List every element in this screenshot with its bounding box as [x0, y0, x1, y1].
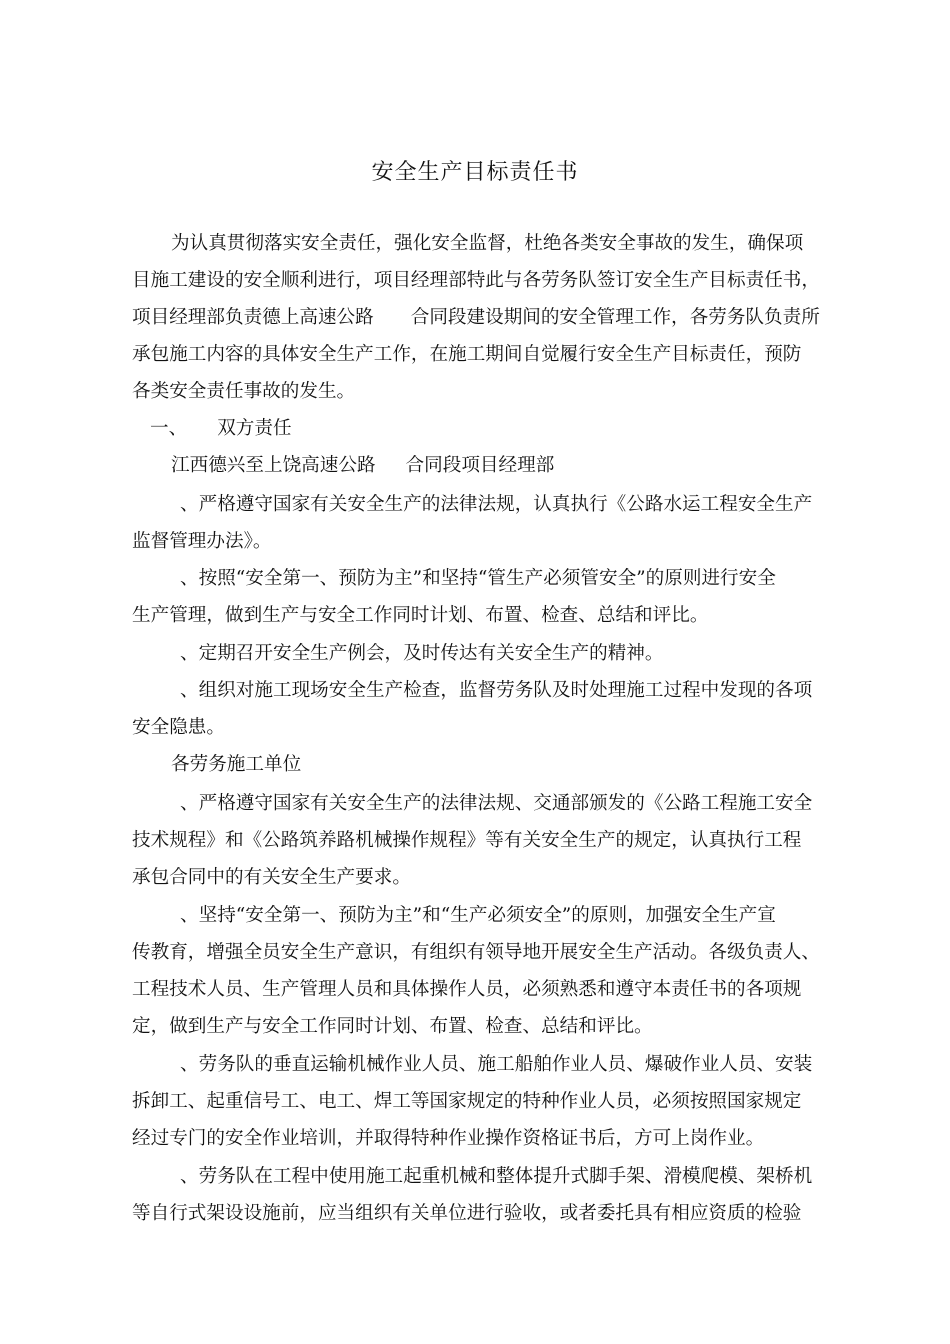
intro-line-5: 各类安全责任事故的发生。 [132, 381, 356, 402]
party-a-item-1-line-2: 监督管理办法》。 [132, 531, 272, 552]
section-heading-text: 双方责任 [217, 418, 292, 439]
intro-line-4: 承包施工内容的具体安全生产工作，在施工期间自觉履行安全生产目标责任，预防 [132, 344, 802, 365]
intro-line-1: 为认真贯彻落实安全责任，强化安全监督，杜绝各类安全事故的发生，确保项 [171, 233, 804, 254]
party-a-item-4-line-2: 安全隐患。 [132, 717, 225, 738]
intro-line-2: 目施工建设的安全顺利进行，项目经理部特此与各劳务队签订安全生产目标责任书， [132, 270, 820, 291]
party-a-item-2-line-2: 生产管理，做到生产与安全工作同时计划、布置、检查、总结和评比。 [132, 605, 709, 626]
party-b-item-1-line-1: 、严格遵守国家有关安全生产的法律法规、交通部颁发的《公路工程施工安全 [180, 793, 813, 814]
party-b-name: 各劳务施工单位 [171, 754, 302, 775]
party-b-item-1-line-3: 承包合同中的有关安全生产要求。 [132, 867, 411, 888]
party-a-name-part2: 合同段项目经理部 [405, 455, 555, 476]
party-b-item-4-line-2: 等自行式架设设施前，应当组织有关单位进行验收，或者委托具有相应资质的检验 [132, 1203, 802, 1224]
party-b-item-2-line-2: 传教育，增强全员安全生产意识，有组织有领导地开展安全生产活动。各级负责人、 [132, 942, 820, 963]
party-a-item-4-line-1: 、组织对施工现场安全生产检查，监督劳务队及时处理施工过程中发现的各项 [180, 680, 813, 701]
intro-line-3 [132, 305, 820, 331]
party-a-item-2-line-1: 、按照“安全第一、预防为主”和坚持“管生产必须管安全”的原则进行安全 [180, 568, 776, 589]
party-b-item-2-line-3: 工程技术人员、生产管理人员和具体操作人员，必须熟悉和遵守本责任书的各项规 [132, 979, 802, 1000]
party-b-item-3-line-2: 拆卸工、起重信号工、电工、焊工等国家规定的特种作业人员，必须按照国家规定 [132, 1091, 802, 1112]
party-b-item-3-line-1: 、劳务队的垂直运输机械作业人员、施工船舶作业人员、爆破作业人员、安装 [180, 1054, 813, 1075]
document-title: 安全生产目标责任书 [371, 160, 579, 185]
party-b-item-2-line-1: 、坚持“安全第一、预防为主”和“生产必须安全”的原则，加强安全生产宣 [180, 905, 776, 926]
party-b-item-1-line-2: 技术规程》和《公路筑养路机械操作规程》等有关安全生产的规定，认真执行工程 [132, 830, 802, 851]
party-a-item-1-line-1: 、严格遵守国家有关安全生产的法律法规，认真执行《公路水运工程安全生产 [180, 494, 813, 515]
section-heading [150, 416, 292, 442]
intro-line-3b: 合同段建设期间的安全管理工作，各劳务队负责所 [410, 307, 820, 328]
party-b-item-3-line-3: 经过专门的安全作业培训，并取得特种作业操作资格证书后，方可上岗作业。 [132, 1128, 765, 1149]
section-number: 一、 [150, 418, 188, 439]
party-b-item-2-line-4: 定，做到生产与安全工作同时计划、布置、检查、总结和评比。 [132, 1016, 653, 1037]
party-b-item-4-line-1: 、劳务队在工程中使用施工起重机械和整体提升式脚手架、滑模爬模、架桥机 [180, 1166, 813, 1187]
party-a-name-part1: 江西德兴至上饶高速公路 [171, 455, 376, 476]
party-a-name [171, 453, 554, 479]
party-a-item-3-line-1: 、定期召开安全生产例会，及时传达有关安全生产的精神。 [180, 643, 664, 664]
intro-line-3a: 项目经理部负责德上高速公路 [132, 307, 374, 328]
